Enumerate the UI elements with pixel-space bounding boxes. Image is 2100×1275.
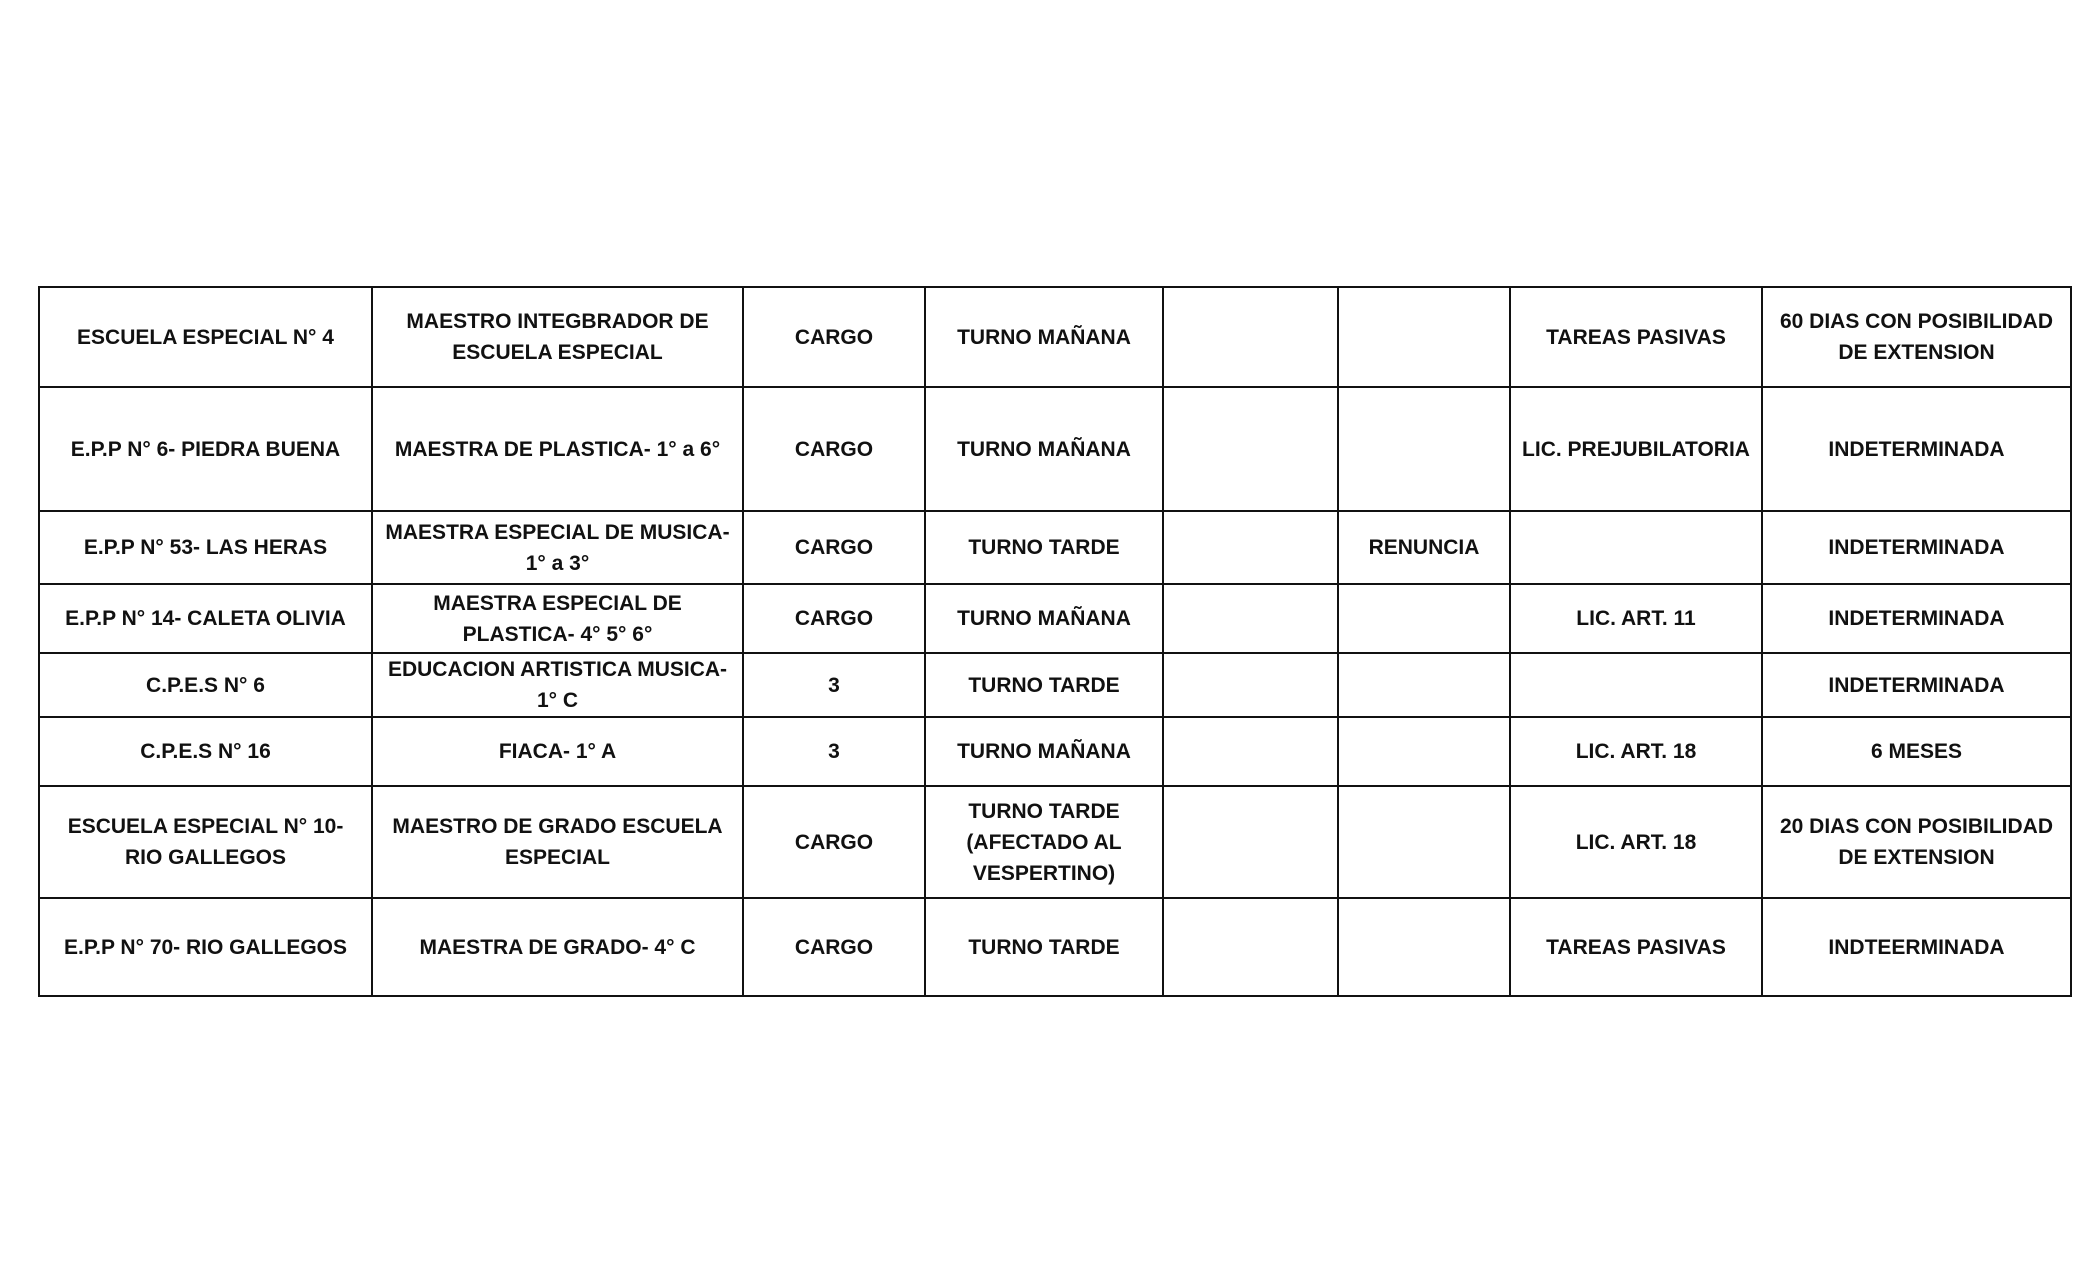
position-cell: FIACA- 1° A: [372, 717, 743, 786]
reason-cell: [1338, 898, 1510, 996]
empty-cell: [1163, 584, 1338, 653]
shift-cell: TURNO MAÑANA: [925, 584, 1163, 653]
table-row: [39, 511, 2071, 584]
leave-cell: [1510, 511, 1762, 584]
table-row: [39, 653, 2071, 717]
document-page: [38, 286, 2070, 997]
position-cell: MAESTRA DE PLASTICA- 1° a 6°: [372, 387, 743, 511]
empty-cell: [1163, 786, 1338, 898]
reason-cell: [1338, 287, 1510, 387]
empty-cell: [1163, 653, 1338, 717]
type-cell: CARGO: [743, 387, 925, 511]
type-cell: 3: [743, 653, 925, 717]
table-row: [39, 717, 2071, 786]
leave-cell: [1510, 653, 1762, 717]
school-cell: E.P.P N° 14- CALETA OLIVIA: [39, 584, 372, 653]
school-cell: C.P.E.S N° 6: [39, 653, 372, 717]
shift-cell: TURNO TARDE: [925, 653, 1163, 717]
empty-cell: [1163, 717, 1338, 786]
table-row: [39, 786, 2071, 898]
school-cell: ESCUELA ESPECIAL N° 10- RIO GALLEGOS: [39, 786, 372, 898]
duration-cell: INDETERMINADA: [1762, 387, 2071, 511]
school-cell: ESCUELA ESPECIAL N° 4: [39, 287, 372, 387]
type-cell: 3: [743, 717, 925, 786]
empty-cell: [1163, 898, 1338, 996]
table-row: [39, 898, 2071, 996]
position-cell: MAESTRA DE GRADO- 4° C: [372, 898, 743, 996]
type-cell: CARGO: [743, 287, 925, 387]
empty-cell: [1163, 387, 1338, 511]
reason-cell: RENUNCIA: [1338, 511, 1510, 584]
table-row: [39, 387, 2071, 511]
duration-cell: INDETERMINADA: [1762, 584, 2071, 653]
type-cell: CARGO: [743, 511, 925, 584]
shift-cell: TURNO TARDE: [925, 898, 1163, 996]
reason-cell: [1338, 387, 1510, 511]
shift-cell: TURNO MAÑANA: [925, 717, 1163, 786]
type-cell: CARGO: [743, 584, 925, 653]
reason-cell: [1338, 584, 1510, 653]
duration-cell: INDTEERMINADA: [1762, 898, 2071, 996]
duration-cell: 6 MESES: [1762, 717, 2071, 786]
leave-cell: LIC. ART. 11: [1510, 584, 1762, 653]
type-cell: CARGO: [743, 786, 925, 898]
shift-cell: TURNO TARDE: [925, 511, 1163, 584]
leave-cell: LIC. ART. 18: [1510, 717, 1762, 786]
empty-cell: [1163, 511, 1338, 584]
position-cell: MAESTRO DE GRADO ESCUELA ESPECIAL: [372, 786, 743, 898]
reason-cell: [1338, 717, 1510, 786]
duration-cell: INDETERMINADA: [1762, 653, 2071, 717]
position-cell: MAESTRO INTEGBRADOR DE ESCUELA ESPECIAL: [372, 287, 743, 387]
shift-cell: TURNO MAÑANA: [925, 387, 1163, 511]
reason-cell: [1338, 786, 1510, 898]
leave-cell: TAREAS PASIVAS: [1510, 898, 1762, 996]
duration-cell: 60 DIAS CON POSIBILIDAD DE EXTENSION: [1762, 287, 2071, 387]
table-row: [39, 287, 2071, 387]
empty-cell: [1163, 287, 1338, 387]
leave-cell: LIC. ART. 18: [1510, 786, 1762, 898]
table-row: [39, 584, 2071, 653]
shift-cell: TURNO TARDE (AFECTADO AL VESPERTINO): [925, 786, 1163, 898]
duration-cell: 20 DIAS CON POSIBILIDAD DE EXTENSION: [1762, 786, 2071, 898]
duration-cell: INDETERMINADA: [1762, 511, 2071, 584]
vacancies-table: [38, 286, 2072, 997]
school-cell: E.P.P N° 6- PIEDRA BUENA: [39, 387, 372, 511]
leave-cell: LIC. PREJUBILATORIA: [1510, 387, 1762, 511]
school-cell: E.P.P N° 53- LAS HERAS: [39, 511, 372, 584]
school-cell: E.P.P N° 70- RIO GALLEGOS: [39, 898, 372, 996]
position-cell: EDUCACION ARTISTICA MUSICA- 1° C: [372, 653, 743, 717]
shift-cell: TURNO MAÑANA: [925, 287, 1163, 387]
leave-cell: TAREAS PASIVAS: [1510, 287, 1762, 387]
position-cell: MAESTRA ESPECIAL DE MUSICA- 1° a 3°: [372, 511, 743, 584]
position-cell: MAESTRA ESPECIAL DE PLASTICA- 4° 5° 6°: [372, 584, 743, 653]
reason-cell: [1338, 653, 1510, 717]
school-cell: C.P.E.S N° 16: [39, 717, 372, 786]
type-cell: CARGO: [743, 898, 925, 996]
